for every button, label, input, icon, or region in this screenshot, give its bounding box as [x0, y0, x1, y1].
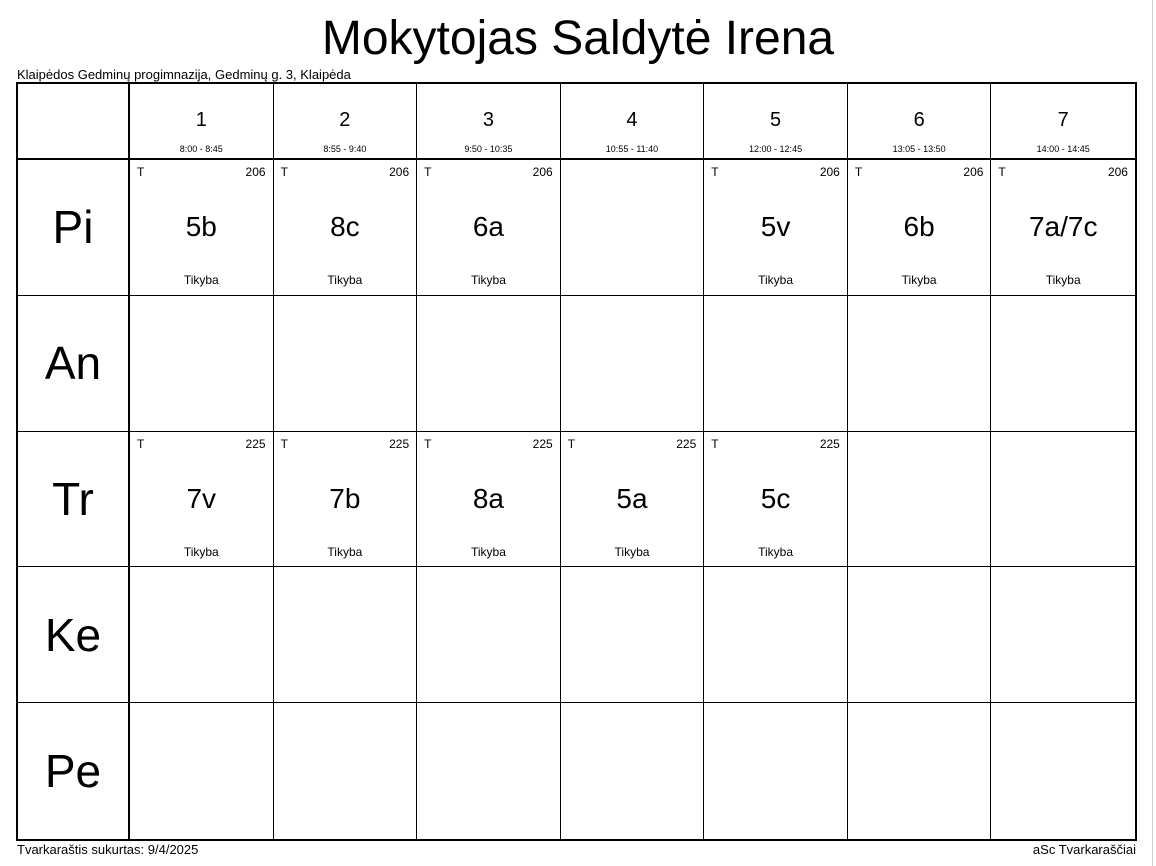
period-number: 5 — [770, 109, 782, 131]
empty-cell — [417, 296, 561, 432]
empty-cell — [274, 296, 418, 432]
lesson-subject: Tikyba — [470, 273, 506, 287]
lesson-subject: Tikyba — [901, 273, 937, 287]
empty-cell — [991, 703, 1135, 839]
lesson-class: 6a — [472, 211, 504, 242]
period-header — [704, 84, 848, 160]
period-time: 14:00 - 14:45 — [1036, 144, 1090, 154]
period-time: 13:05 - 13:50 — [892, 144, 946, 154]
lesson-cell — [704, 432, 848, 568]
lesson-cell — [417, 160, 561, 296]
lesson-tag: T — [280, 165, 288, 179]
lesson-class: 7v — [186, 482, 217, 514]
day-cell — [18, 160, 130, 296]
empty-cell — [991, 296, 1135, 432]
lesson-tag: T — [424, 436, 432, 451]
lesson-tag: T — [137, 436, 145, 451]
empty-cell — [848, 432, 992, 568]
school-address: Klaipėdos Gedminų progimnazija, Gedminų g. 3, Klaipėda — [17, 67, 351, 82]
lesson-class: 7b — [329, 482, 361, 514]
lesson-subject: Tikyba — [183, 544, 219, 559]
day-cell — [18, 703, 130, 839]
empty-cell — [130, 703, 274, 839]
lesson-tag: T — [567, 436, 576, 451]
empty-cell — [704, 567, 848, 703]
lesson-cell — [561, 432, 705, 568]
corner-cell — [18, 84, 130, 160]
lesson-room: 206 — [245, 165, 266, 179]
empty-cell — [274, 703, 418, 839]
lesson-tag: T — [998, 165, 1006, 179]
lesson-subject: Tikyba — [758, 273, 794, 287]
lesson-class: 5a — [616, 482, 648, 514]
empty-cell — [561, 160, 705, 296]
lesson-room: 206 — [389, 165, 410, 179]
period-header — [991, 84, 1135, 160]
lesson-subject: Tikyba — [614, 544, 650, 559]
lesson-subject: Tikyba — [470, 544, 506, 559]
timetable-grid — [16, 82, 1137, 841]
lesson-subject: Tikyba — [327, 273, 363, 287]
period-time: 10:55 - 11:40 — [605, 144, 659, 154]
period-header — [130, 84, 274, 160]
lesson-subject: Tikyba — [327, 544, 363, 559]
empty-cell — [417, 703, 561, 839]
page-edge-line — [1152, 0, 1153, 866]
footer-created-date: Tvarkaraštis sukurtas: 9/4/2025 — [17, 842, 199, 857]
empty-cell — [848, 296, 992, 432]
lesson-room: 225 — [389, 436, 410, 451]
lesson-cell — [274, 432, 418, 568]
lesson-cell — [130, 160, 274, 296]
period-number: 7 — [1057, 109, 1069, 131]
footer-brand: aSc Tvarkaraščiai — [1032, 842, 1136, 857]
lesson-cell — [848, 160, 992, 296]
lesson-tag: T — [280, 436, 288, 451]
day-name: An — [44, 337, 102, 390]
period-number: 3 — [482, 109, 494, 131]
period-header — [417, 84, 561, 160]
period-header — [274, 84, 418, 160]
lesson-class: 5c — [760, 482, 791, 514]
period-number: 4 — [626, 109, 638, 131]
day-name: Pe — [44, 745, 102, 798]
lesson-room: 206 — [819, 165, 840, 179]
period-time: 12:00 - 12:45 — [749, 144, 803, 154]
empty-cell — [848, 703, 992, 839]
empty-cell — [848, 567, 992, 703]
lesson-room: 225 — [245, 436, 266, 451]
day-name: Ke — [44, 608, 102, 661]
day-name: Pi — [52, 201, 94, 254]
lesson-tag: T — [711, 436, 719, 451]
lesson-cell — [704, 160, 848, 296]
empty-cell — [704, 703, 848, 839]
empty-cell — [991, 432, 1135, 568]
lesson-room: 225 — [819, 436, 840, 451]
day-cell — [18, 296, 130, 432]
day-name: Tr — [52, 472, 94, 525]
page-title: Mokytojas Saldytė Irena — [321, 12, 835, 65]
period-header — [561, 84, 705, 160]
lesson-cell — [991, 160, 1135, 296]
lesson-cell — [274, 160, 418, 296]
lesson-room: 225 — [532, 436, 553, 451]
empty-cell — [274, 567, 418, 703]
empty-cell — [561, 296, 705, 432]
lesson-room: 206 — [1107, 165, 1128, 179]
lesson-subject: Tikyba — [1045, 273, 1081, 287]
empty-cell — [130, 296, 274, 432]
lesson-class: 8c — [330, 211, 360, 242]
lesson-subject: Tikyba — [183, 273, 219, 287]
day-cell — [18, 432, 130, 568]
lesson-tag: T — [137, 165, 145, 179]
lesson-class: 8a — [472, 482, 504, 514]
period-number: 1 — [195, 109, 207, 131]
lesson-tag: T — [854, 165, 863, 179]
period-number: 6 — [913, 109, 925, 131]
lesson-class: 5b — [185, 211, 217, 242]
lesson-cell — [417, 432, 561, 568]
lesson-tag: T — [424, 165, 432, 179]
lesson-room: 206 — [963, 165, 984, 179]
lesson-class: 5v — [760, 211, 791, 242]
lesson-cell — [130, 432, 274, 568]
lesson-room: 206 — [532, 165, 553, 179]
period-header — [848, 84, 992, 160]
lesson-class: 7a/7c — [1028, 211, 1098, 242]
lesson-tag: T — [711, 165, 719, 179]
period-time: 9:50 - 10:35 — [464, 144, 513, 154]
day-cell — [18, 567, 130, 703]
lesson-class: 6b — [903, 211, 935, 242]
empty-cell — [130, 567, 274, 703]
lesson-room: 225 — [676, 436, 697, 451]
empty-cell — [561, 567, 705, 703]
empty-cell — [704, 296, 848, 432]
empty-cell — [561, 703, 705, 839]
empty-cell — [991, 567, 1135, 703]
period-time: 8:55 - 9:40 — [323, 144, 367, 154]
lesson-subject: Tikyba — [758, 544, 794, 559]
period-time: 8:00 - 8:45 — [179, 144, 223, 154]
period-number: 2 — [339, 109, 351, 131]
empty-cell — [417, 567, 561, 703]
